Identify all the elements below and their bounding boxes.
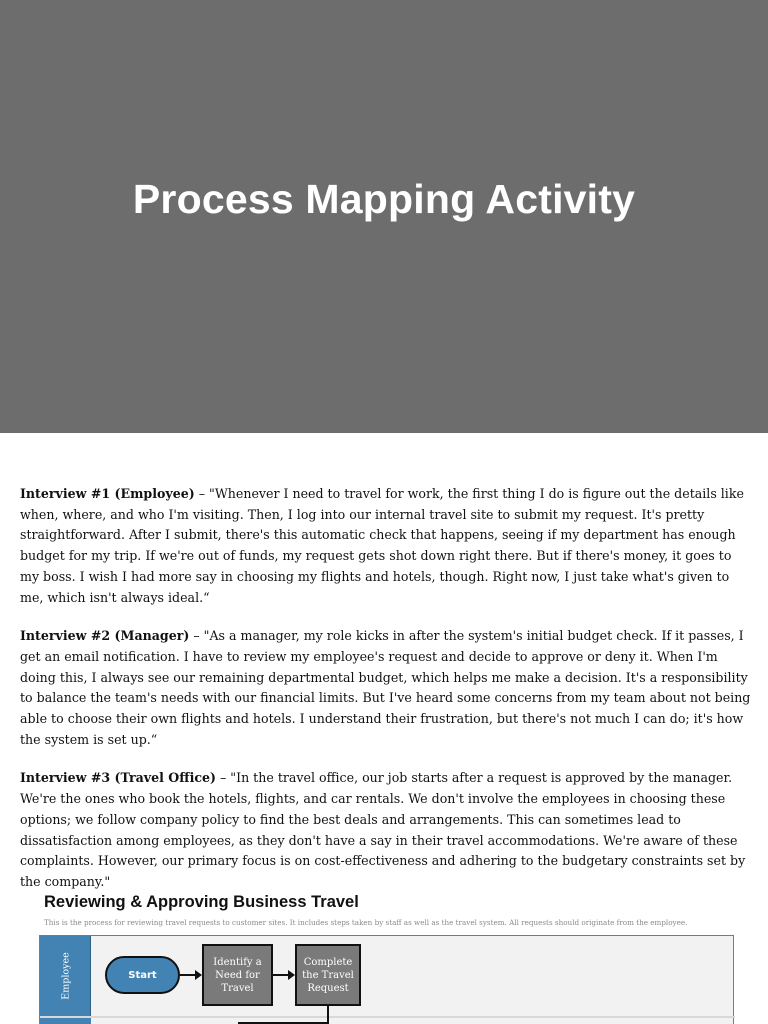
- interview-label: Interview #1 (Employee): [20, 486, 195, 501]
- interview-label: Interview #3 (Travel Office): [20, 770, 216, 786]
- interview-quote: – "As a manager, my role kicks in after the system's initial budget check. If it passes, I get an email notification. I have to review my employee's request and decide to approve or deny it. When I'm doing this, I always see our remaining departmental budget, which helps me make a decision. It's a responsibility to balance the team's needs with our financial limits. But I've heard some concerns from my team about not being able to choose their own flights and hotels. I understand their frustration, but there's not much I can do; it's how the system is set up.“: [20, 628, 751, 747]
- process-step-identify-need: Identify a Need for Travel: [202, 944, 273, 1006]
- interview-travel-office: [20, 768, 752, 892]
- lane-label: Employee: [60, 952, 72, 1000]
- interview-quote: – "In the travel office, our job starts after a request is approved by the manager. We're the ones who book the hotels, flights, and car rentals. We don't involve the employees in choosing these options; we follow company policy to find the best deals and arrangements. This can sometimes lead to dissatisfaction among employees, as they don't have a say in their travel accommodations. We're aware of these complaints. However, our primary focus is on cost-effectiveness and adhering to the budgetary constraints set by the company.": [20, 770, 746, 889]
- diagram-description: This is the process for reviewing travel requests to customer sites. It includes steps taken by staff as well as the travel system. All requests should originate from the employee.: [44, 918, 688, 927]
- interview-label: Interview #2 (Manager): [20, 628, 190, 644]
- interview-quote: – "Whenever I need to travel for work, the first thing I do is figure out the details like when, where, and who I'm visiting. Then, I log into our internal travel site to submit my request. It's pretty straightforward. After I submit, there's this automatic check that happens, seeing if my department has enough budget for my trip. If we're out of funds, my request gets shot down right there. But if there's money, it goes to my boss. I wish I had more say in choosing my flights and hotels, though. Right now, I just take what's given to me, which isn't always ideal.“: [20, 486, 744, 605]
- page-title: Process Mapping Activity: [132, 176, 636, 222]
- start-node: Start: [105, 956, 180, 994]
- title-banner: [0, 0, 768, 433]
- process-swimlane: [39, 935, 734, 1024]
- interview-notes: [20, 484, 752, 911]
- diagram-title: Reviewing & Approving Business Travel: [44, 893, 359, 911]
- lane-header-next: [40, 1018, 91, 1024]
- lane-header-employee: [40, 936, 91, 1017]
- interview-employee: [20, 484, 752, 608]
- process-step-complete-request: Complete the Travel Request: [295, 944, 361, 1006]
- interview-manager: [20, 626, 752, 750]
- lane-divider: [40, 1016, 735, 1018]
- flow-arrow: [273, 974, 289, 976]
- flow-arrow: [180, 974, 196, 976]
